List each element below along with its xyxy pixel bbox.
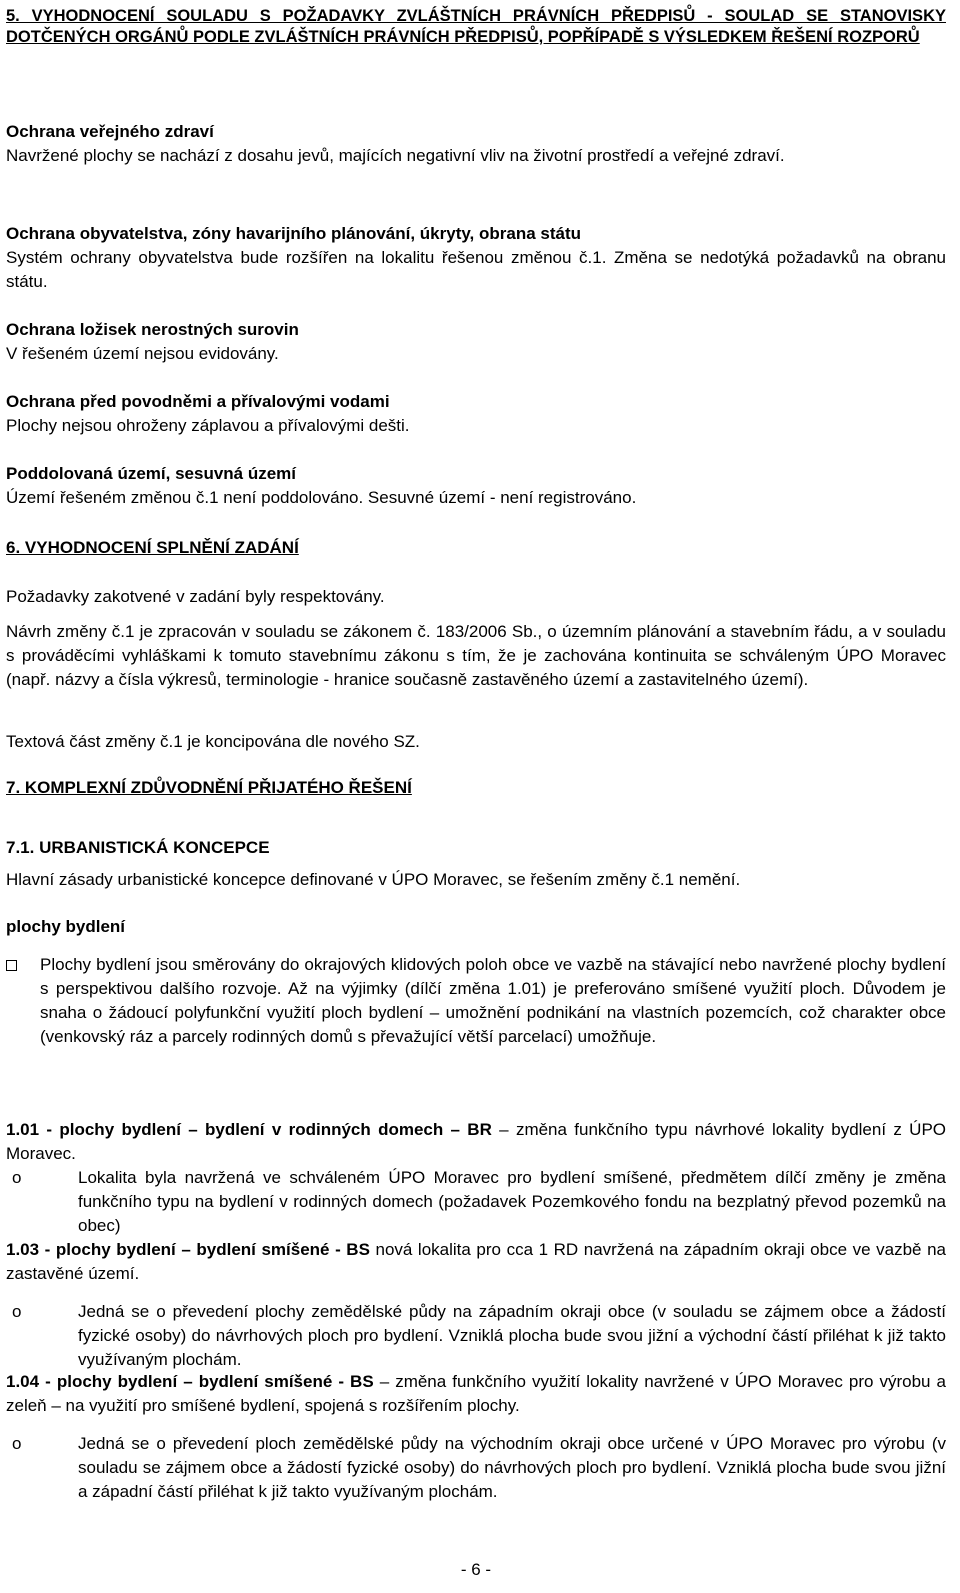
block-undermined-areas: [6, 462, 636, 510]
section-6-heading: 6. VYHODNOCENÍ SPLNĚNÍ ZADÁNÍ: [6, 538, 299, 557]
section-7-1-intro: Hlavní zásady urbanistické koncepce definované v ÚPO Moravec, se řešením změny č.1 nemění.: [6, 870, 741, 889]
item-1-01-sub: Lokalita byla navržená ve schváleném ÚPO Moravec pro bydlení smíšené, předmětem dílčí změny je změna funkčního typu na bydlení v rodinných domech (požadavek Pozemkového fondu na bezplatný převod pozemků na obec): [78, 1168, 946, 1235]
block-title: Ochrana před povodněmi a přívalovými vodami: [6, 392, 390, 411]
block-title: Ochrana veřejného zdraví: [6, 122, 214, 141]
block-text: Území řešeném změnou č.1 není poddolováno. Sesuvné území - není registrováno.: [6, 488, 637, 507]
block-title: Poddolovaná území, sesuvná území: [6, 464, 297, 483]
item-lead: 1.01 - plochy bydlení – bydlení v rodinných domech – BR: [6, 1120, 492, 1139]
block-text: Systém ochrany obyvatelstva bude rozšířen na lokalitu řešenou změnou č.1. Změna se nedotýká požadavků na obranu státu.: [6, 248, 946, 291]
section-7-1-heading: 7.1. URBANISTICKÁ KONCEPCE: [6, 838, 270, 857]
checkbox-bullet-icon: [6, 960, 17, 971]
block-text: Plochy nejsou ohroženy záplavou a přívalovými dešti.: [6, 416, 410, 435]
item-rest: – změna funkčního využití lokality navržené v ÚPO Moravec pro výrobu a zeleň – na využití pro smíšené bydlení, spojená s rozšířením plochy.: [6, 1372, 946, 1415]
section-7-heading: 7. KOMPLEXNÍ ZDŮVODNĚNÍ PŘIJATÉHO ŘEŠENÍ: [6, 778, 412, 797]
bullet-plochy-bydleni: Plochy bydlení jsou směrovány do okrajových klidových poloh obce ve vazbě na stávající nebo navržené plochy bydlení s perspektivou dalšího rozvoje. Až na výjimky (dílčí změna 1.01) je preferováno smíšené využití ploch. Důvodem je snaha o žádoucí polyfunkční využití ploch bydlení – umožnění podnikání na vlastních pozemcích, což charakter obce (venkovský ráz a parcely rodinných domů s převažující větší parcelací) umožňuje.: [40, 955, 946, 1046]
item-rest: nová lokalita pro cca 1 RD navržená na západním okraji obce ve vazbě na zastavěné území.: [6, 1240, 946, 1283]
item-1-01: [6, 1118, 946, 1166]
section-5-heading: 5. VYHODNOCENÍ SOULADU S POŽADAVKY ZVLÁŠTNÍCH PRÁVNÍCH PŘEDPISŮ - SOULAD SE STANOVISKY DOTČENÝCH ORGÁNŮ PODLE ZVLÁŠTNÍCH PRÁVNÍCH PŘEDPISŮ, POPŘÍPADĚ S VÝSLEDKEM ŘEŠENÍ ROZPORŮ: [6, 7, 946, 46]
item-1-04: [6, 1370, 946, 1418]
item-lead: 1.03 - plochy bydlení – bydlení smíšené - BS: [6, 1240, 370, 1259]
item-rest: – změna funkčního typu návrhové lokality bydlení z ÚPO Moravec.: [6, 1120, 947, 1163]
item-1-03: [6, 1238, 946, 1286]
block-civil-protection: [6, 222, 946, 294]
block-public-health: [6, 120, 946, 168]
page-number: - 6 -: [460, 1560, 492, 1579]
sub-bullet-icon: o: [12, 1168, 22, 1187]
item-lead: 1.04 - plochy bydlení – bydlení smíšené - BS: [6, 1372, 374, 1391]
block-mineral-deposits: [6, 318, 299, 366]
block-flood-protection: [6, 390, 410, 438]
block-title: Ochrana ložisek nerostných surovin: [6, 320, 299, 339]
sub-bullet-icon: o: [12, 1434, 22, 1453]
item-1-04-sub: Jedná se o převedení ploch zemědělské půdy na východním okraji obce určené v ÚPO Moravec pro výrobu (v souladu se zájmem obce a žádostí fyzické osoby) do návrhových ploch pro bydlení. Vzniklá plocha bude svou jižní a západní částí přiléhat k již takto využívaným plochám.: [78, 1434, 946, 1501]
sub-bullet-icon: o: [12, 1302, 22, 1321]
block-text: V řešeném území nejsou evidovány.: [6, 344, 279, 363]
plochy-bydleni-title: plochy bydlení: [6, 917, 126, 936]
block-title: Ochrana obyvatelstva, zóny havarijního plánování, úkryty, obrana státu: [6, 224, 582, 243]
block-text: Navržené plochy se nachází z dosahu jevů, majících negativní vliv na životní prostředí a veřejné zdraví.: [6, 146, 785, 165]
section-6-p1: Požadavky zakotvené v zadání byly respektovány.: [6, 587, 385, 606]
item-1-03-sub: Jedná se o převedení plochy zemědělské půdy na západním okraji obce (v souladu se zájmem obce a žádostí fyzické osoby) do návrhových ploch pro bydlení. Vzniklá plocha bude svou jižní a východní částí přiléhat k již takto využívaným plochám.: [78, 1302, 946, 1369]
section-6-p2: Návrh změny č.1 je zpracován v souladu se zákonem č. 183/2006 Sb., o územním plánování a stavebním řádu, a v souladu s prováděcími vyhláškami k tomuto stavebnímu zákonu s tím, že je zachována kontinuita se schváleným ÚPO Moravec (např. názvy a čísla výkresů, terminologie - hranice současně zastavěného území a zastavitelného území).: [6, 622, 946, 689]
section-6-p3: Textová část změny č.1 je koncipována dle nového SZ.: [6, 732, 420, 751]
